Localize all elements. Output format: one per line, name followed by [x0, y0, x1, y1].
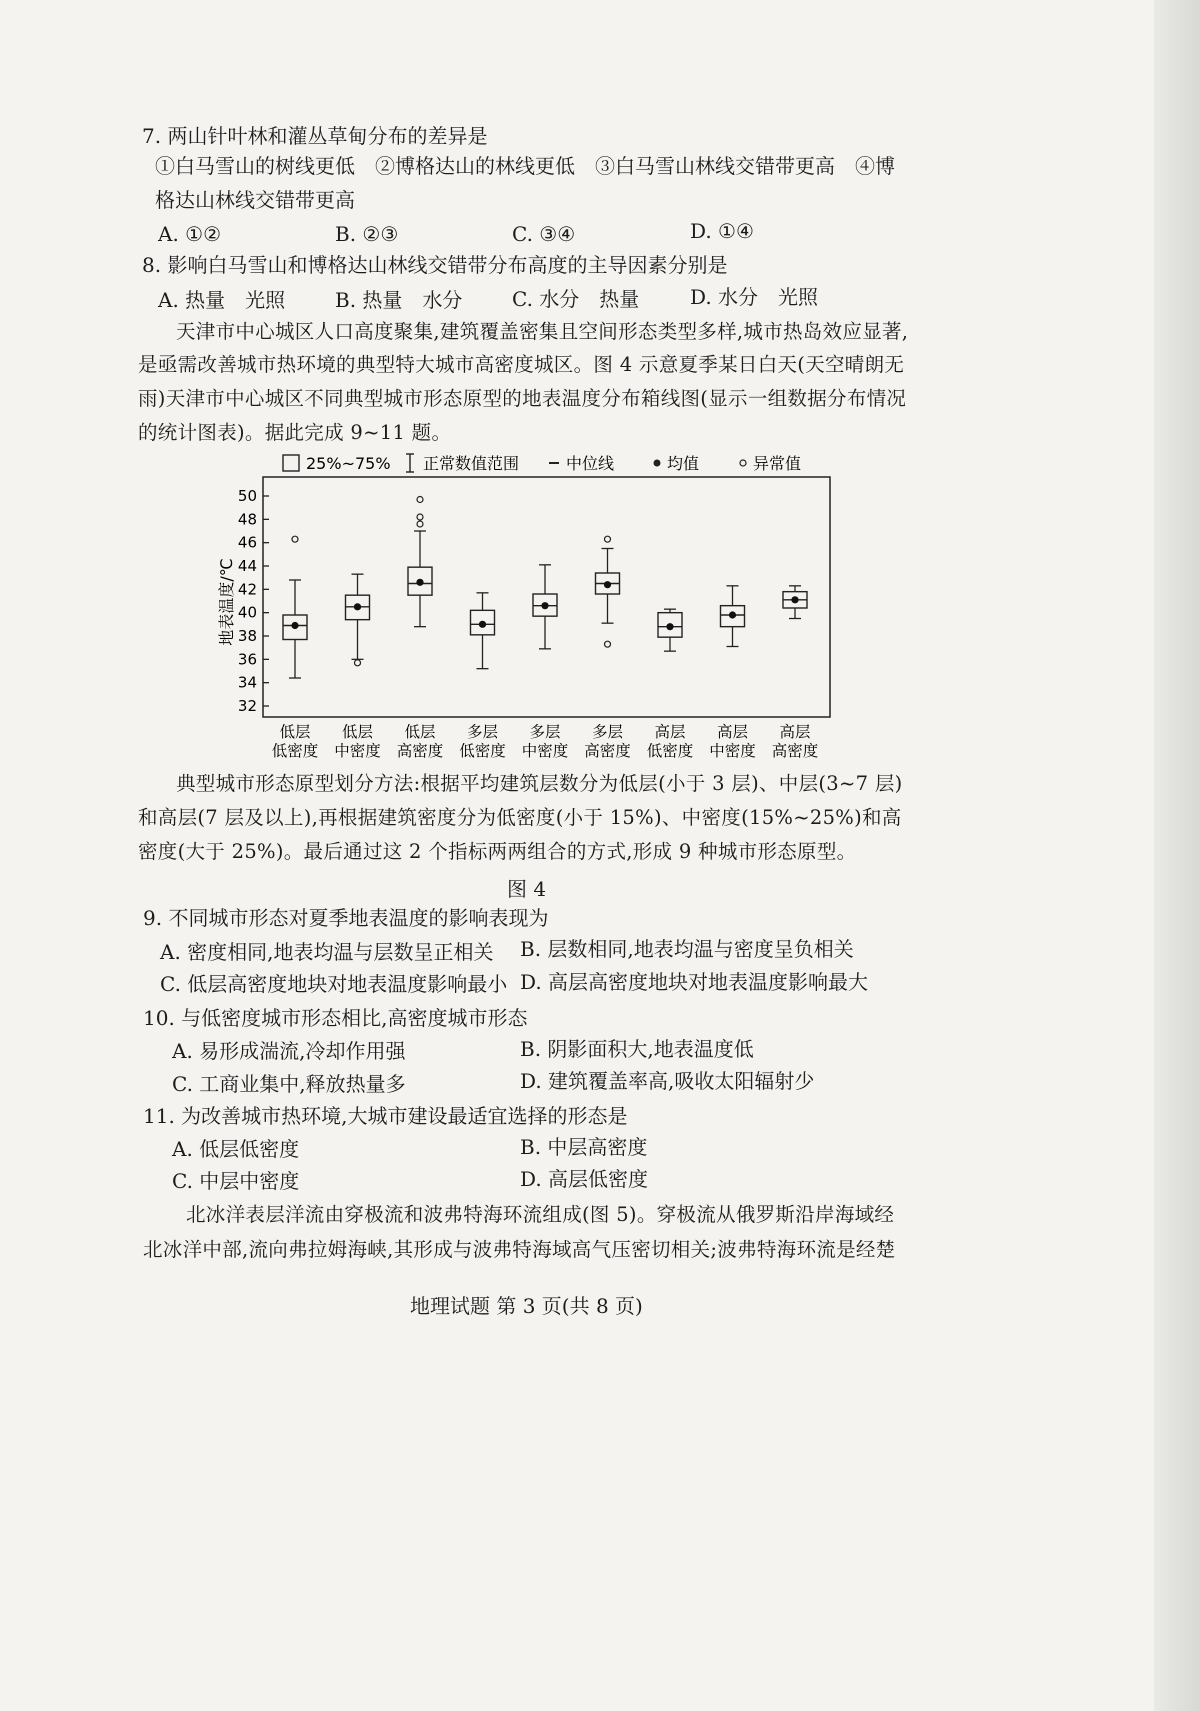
box-item [346, 574, 370, 666]
outlier-point [605, 536, 611, 542]
chart-legend [283, 454, 801, 473]
outlier-point [355, 660, 361, 666]
method-line-1: 典型城市形态原型划分方法:根据平均建筑层数分为低层(小于 3 层)、中层(3~7 层) [176, 772, 903, 795]
outlier-point [417, 497, 423, 503]
y-axis-label: 地表温度/℃ [217, 558, 236, 646]
x-tick-label-line1: 高层 [716, 723, 749, 741]
mean-point [791, 596, 798, 603]
outro-line-1: 北冰洋表层洋流由穿极流和波弗特海环流组成(图 5)。穿极流从俄罗斯沿岸海域经 [186, 1203, 895, 1226]
y-tick-label: 42 [237, 580, 257, 599]
q7-option-c: C. ③④ [512, 222, 576, 246]
mean-point [729, 611, 736, 618]
outlier-point [417, 521, 423, 527]
box-item [283, 536, 307, 678]
y-tick-label: 46 [237, 533, 257, 552]
q7-stem: 7. 两山针叶林和灌丛草甸分布的差异是 [142, 124, 488, 148]
x-tick-label-line1: 高层 [779, 723, 811, 741]
y-tick-label: 32 [237, 697, 257, 715]
x-tick-label-line1: 低层 [341, 723, 374, 741]
y-tick-label: 48 [237, 510, 257, 529]
box-item [783, 586, 807, 619]
legend-mean-label: 均值 [667, 454, 700, 473]
x-tick-label-line2: 高密度 [396, 742, 444, 760]
x-tick-label-line1: 多层 [591, 723, 624, 741]
mean-point [354, 603, 361, 610]
intro-line-1: 天津市中心城区人口高度聚集,建筑覆盖密集且空间形态类型多样,城市热岛效应显著, [176, 320, 909, 343]
page-footer: 地理试题 第 3 页(共 8 页) [410, 1294, 643, 1318]
legend-whisker-label: 正常数值范围 [423, 454, 520, 473]
box-series [283, 497, 807, 679]
outlier-point [605, 641, 611, 647]
q9-stem: 9. 不同城市形态对夏季地表温度的影响表现为 [143, 906, 549, 930]
x-tick-label-line2: 高密度 [771, 742, 819, 760]
x-tick-label-line2: 低密度 [646, 742, 694, 760]
mean-point [604, 581, 611, 588]
q10-stem: 10. 与低密度城市形态相比,高密度城市形态 [143, 1006, 528, 1030]
x-tick-label-line1: 低层 [279, 723, 311, 741]
box-item [658, 609, 682, 651]
q9-option-c: C. 低层高密度地块对地表温度影响最小 [160, 972, 508, 996]
y-tick-label: 44 [237, 557, 257, 575]
q9-option-a: A. 密度相同,地表均温与层数呈正相关 [160, 940, 494, 964]
x-axis-labels [272, 722, 819, 760]
outro-line-2: 北冰洋中部,流向弗拉姆海峡,其形成与波弗特海域高气压密切相关;波弗特海环流是经楚 [143, 1238, 896, 1261]
x-tick-label-line1: 低层 [404, 723, 436, 741]
q9-option-b: B. 层数相同,地表均温与密度呈负相关 [520, 937, 854, 961]
q11-option-b: B. 中层高密度 [520, 1135, 648, 1159]
q11-option-d: D. 高层低密度 [520, 1167, 649, 1191]
q10-option-b: B. 阴影面积大,地表温度低 [520, 1037, 754, 1061]
q10-option-c: C. 工商业集中,释放热量多 [172, 1072, 406, 1096]
q8-stem: 8. 影响白马雪山和博格达山林线交错带分布高度的主导因素分别是 [142, 253, 728, 277]
y-tick-label: 40 [237, 603, 257, 622]
outlier-point [417, 514, 423, 520]
outlier-point [292, 536, 298, 542]
y-axis [238, 487, 269, 715]
legend-median-label: 中位线 [566, 454, 615, 473]
legend-box-label: 25%~75% [306, 454, 391, 473]
q8-option-c: C. 水分 热量 [512, 287, 640, 311]
legend-outlier-symbol [740, 460, 746, 466]
legend-box-symbol [283, 455, 299, 471]
mean-point [541, 602, 548, 609]
box-item [408, 497, 432, 627]
x-tick-label-line1: 高层 [654, 723, 686, 741]
intro-line-3: 雨)天津市中心城区不同典型城市形态原型的地表温度分布箱线图(显示一组数据分布情况 [138, 387, 907, 410]
method-line-2: 和高层(7 层及以上),再根据建筑密度分为低密度(小于 15%)、中密度(15%~25%)和高 [138, 806, 902, 829]
legend-outlier-label: 异常值 [753, 454, 802, 473]
box-item [721, 586, 745, 647]
method-line-3: 密度(大于 25%)。最后通过这 2 个指标两两组合的方式,形成 9 种城市形态原型。 [138, 840, 857, 863]
intro-line-2: 是亟需改善城市热环境的典型特大城市高密度城区。图 4 示意夏季某日白天(天空晴朗无 [138, 353, 905, 376]
q11-stem: 11. 为改善城市热环境,大城市建设最适宜选择的形态是 [143, 1104, 628, 1128]
box-item [596, 536, 620, 647]
q8-option-a: A. 热量 光照 [158, 288, 286, 312]
q7-statements-line2: 格达山林线交错带更高 [155, 188, 355, 212]
q7-option-b: B. ②③ [335, 222, 399, 246]
y-tick-label: 34 [237, 673, 257, 692]
legend-mean-symbol [654, 460, 661, 467]
mean-point [416, 579, 423, 586]
q10-option-d: D. 建筑覆盖率高,吸收太阳辐射少 [520, 1069, 815, 1093]
figure-caption: 图 4 [507, 877, 547, 901]
intro-line-4: 的统计图表)。据此完成 9~11 题。 [138, 421, 452, 444]
mean-point [291, 622, 298, 629]
x-tick-label-line2: 高密度 [584, 742, 631, 760]
box-item [471, 593, 495, 669]
q7-statements-line1: ①白马雪山的树线更低 ②博格达山的林线更低 ③白马雪山林线交错带更高 ④博 [155, 154, 895, 178]
x-tick-label-line2: 中密度 [334, 742, 381, 760]
y-tick-label: 38 [237, 627, 257, 645]
x-tick-label-line2: 低密度 [271, 742, 319, 760]
q7-option-a: A. ①② [158, 222, 222, 246]
mean-point [666, 623, 673, 630]
q9-option-d: D. 高层高密度地块对地表温度影响最大 [520, 970, 869, 994]
q11-option-a: A. 低层低密度 [172, 1137, 300, 1161]
box-item [533, 565, 557, 649]
y-tick-label: 50 [237, 487, 257, 505]
x-tick-label-line1: 多层 [529, 723, 561, 741]
q11-option-c: C. 中层中密度 [172, 1169, 300, 1193]
x-tick-label-line2: 低密度 [459, 742, 506, 760]
x-tick-label-line1: 多层 [466, 723, 499, 741]
x-tick-label-line2: 中密度 [521, 742, 569, 760]
q8-option-b: B. 热量 水分 [335, 288, 463, 312]
x-tick-label-line2: 中密度 [709, 742, 756, 760]
y-tick-label: 36 [237, 650, 257, 669]
q8-option-d: D. 水分 光照 [690, 285, 819, 309]
mean-point [479, 621, 486, 628]
q7-option-d: D. ①④ [690, 219, 754, 243]
q10-option-a: A. 易形成湍流,冷却作用强 [172, 1039, 406, 1063]
